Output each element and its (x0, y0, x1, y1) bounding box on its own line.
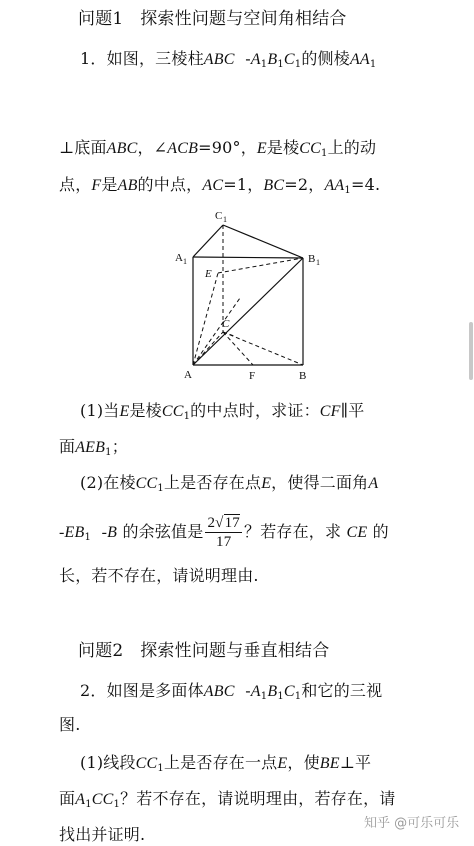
text: 上是否存在一点 (163, 753, 278, 772)
cosine-fraction: $\frac{2√17}{17}$ (207, 515, 240, 550)
sub-one: 1 (157, 483, 164, 494)
segment-bc: BC (263, 177, 285, 194)
plane-aeb1: AEB (75, 439, 106, 456)
point-e: E (261, 475, 272, 492)
q1-line3 (59, 174, 380, 202)
text: (1)线段 (80, 753, 136, 772)
segment-ae (193, 273, 218, 365)
text: ，使得二面角 (271, 473, 369, 492)
frac-radicand: 17 (224, 515, 240, 531)
sub-one: 1 (85, 799, 92, 810)
edge-cc1: CC (135, 755, 158, 772)
scrollbar[interactable] (469, 322, 473, 380)
q2-part1-line2 (59, 788, 395, 816)
label-f: F (249, 370, 256, 382)
sub-one: 1 (84, 532, 92, 543)
prism-b1: B (267, 51, 278, 68)
text: 的 (372, 522, 389, 541)
segment-a-to-eb1 (193, 298, 240, 365)
text: 点， (59, 175, 92, 194)
segment-ce: CE (346, 524, 368, 541)
text: 的中点， (137, 175, 203, 194)
sub-one: 1 (260, 691, 268, 702)
text: 上的动 (327, 138, 377, 157)
q1-heading-number: 问题1 (78, 9, 124, 29)
angle-acb: ACB (167, 140, 199, 157)
segment-be: BE (319, 755, 340, 772)
text: 和它的三视 (301, 681, 383, 700)
text: ⊥平 (339, 753, 372, 772)
q1-part2-line1 (80, 472, 378, 500)
q1-part1-line1 (80, 400, 364, 428)
sub-one: 1 (105, 447, 112, 458)
text: ； (111, 437, 128, 456)
plane-abc: ABC (106, 140, 138, 157)
text: 2．如图是多面体 (80, 681, 204, 700)
text: ，∠ (137, 138, 168, 157)
text: ⊥底面 (59, 138, 107, 157)
q1-intro-mid: 的侧棱 (301, 49, 350, 68)
q1-heading (78, 8, 347, 30)
q1-part2-line2 (59, 510, 389, 560)
segment-ac: AC (202, 177, 224, 194)
q2-heading (78, 640, 329, 662)
label-a1: A (175, 252, 183, 264)
text: 长，若不存在，请说明理由. (59, 566, 259, 585)
sub-one: 1 (321, 148, 328, 159)
watermark: 知乎 @可乐可乐 (364, 816, 460, 831)
dihedral-edge-eb1: -EB (59, 524, 85, 541)
edge-cc1: CC (161, 403, 184, 420)
segment-cf (223, 332, 253, 365)
label-b: B (299, 370, 307, 382)
prism-c1: C (283, 51, 295, 68)
edge-aa1: AA (349, 51, 370, 68)
segment-aa1: AA (324, 177, 345, 194)
text: (2)在棱 (80, 473, 136, 492)
text: (1)当 (80, 401, 120, 420)
prism-name: ABC (203, 51, 235, 68)
sub-one: 1 (277, 59, 284, 70)
sub-one: 1 (260, 59, 268, 70)
sub-one: 1 (369, 59, 377, 70)
q2-heading-number: 问题2 (78, 641, 124, 661)
point-e: E (256, 140, 267, 157)
plane-a1cc1-cc: CC (91, 791, 114, 808)
text: 上是否存在点 (163, 473, 262, 492)
poly-a1: A (250, 683, 261, 700)
q2-intro-line2 (59, 714, 81, 736)
q2-intro-line1 (80, 680, 382, 708)
q2-part1-line3 (59, 824, 145, 846)
prism-a1: A (250, 51, 261, 68)
label-c1: C (215, 210, 223, 222)
q1-part1-line2 (59, 436, 128, 464)
edge-cc1: CC (299, 140, 322, 157)
q1-intro-line (80, 48, 376, 76)
sub-one: 1 (277, 691, 284, 702)
edge-c1b1 (223, 225, 303, 258)
segment-cf: CF (319, 403, 341, 420)
poly-b1: B (267, 683, 278, 700)
text: ？若存在，求 (244, 522, 342, 541)
sub-one: 1 (113, 799, 121, 810)
point-e: E (119, 403, 130, 420)
point-a: A (368, 475, 379, 492)
text: 的中点时，求证： (190, 401, 320, 420)
label-a1-sub: 1 (183, 257, 187, 266)
text: 的余弦值是 (122, 522, 204, 541)
edge-a1c1 (193, 225, 223, 257)
sub-one: 1 (183, 411, 191, 422)
point-f: F (91, 177, 102, 194)
text: =1， (223, 175, 264, 194)
plane-a1cc1-a: A (75, 791, 86, 808)
text: =2， (284, 175, 325, 194)
text: =4. (350, 175, 381, 194)
sub-one: 1 (157, 763, 164, 774)
dihedral-b: -B (101, 524, 118, 541)
q2-part1-line1 (80, 752, 371, 780)
label-a: A (184, 369, 192, 381)
text: 是棱 (266, 138, 300, 157)
text: ∥平 (340, 401, 365, 420)
edge-a1b1 (193, 257, 303, 258)
label-b1: B (308, 253, 316, 265)
sub-one: 1 (294, 691, 302, 702)
prism-figure (160, 205, 330, 385)
text: 是棱 (129, 401, 162, 420)
text: =90°， (198, 138, 257, 157)
q1-heading-title: 探索性问题与空间角相结合 (140, 9, 347, 29)
text: 是 (101, 175, 118, 194)
point-e: E (277, 755, 288, 772)
text: 找出并证明. (59, 825, 146, 844)
edge-cc1: CC (135, 475, 158, 492)
poly-abc: ABC (203, 683, 235, 700)
text: 面 (59, 789, 76, 808)
label-b1-sub: 1 (316, 258, 320, 267)
sub-one: 1 (344, 185, 351, 196)
q1-part2-line3 (59, 565, 259, 587)
frac-coefficient: 2 (207, 515, 216, 531)
frac-denominator: 17 (216, 534, 232, 550)
poly-c1: C (283, 683, 295, 700)
text: ？若不存在，请说明理由，若存在，请 (120, 789, 396, 808)
q1-intro-text: 1．如图，三棱柱 (80, 49, 204, 68)
label-c1-sub: 1 (223, 215, 227, 224)
label-c: C (222, 318, 230, 330)
prism-dash: - (245, 49, 251, 68)
q1-line2 (59, 137, 376, 165)
poly-dash: - (245, 681, 251, 700)
q2-heading-title: 探索性问题与垂直相结合 (140, 641, 330, 661)
text: ，使 (287, 753, 320, 772)
text: 面 (59, 437, 76, 456)
segment-ab: AB (117, 177, 138, 194)
edge-cb (223, 332, 303, 365)
label-e: E (205, 268, 212, 280)
text: 图. (59, 715, 81, 734)
sub-one: 1 (294, 59, 302, 70)
